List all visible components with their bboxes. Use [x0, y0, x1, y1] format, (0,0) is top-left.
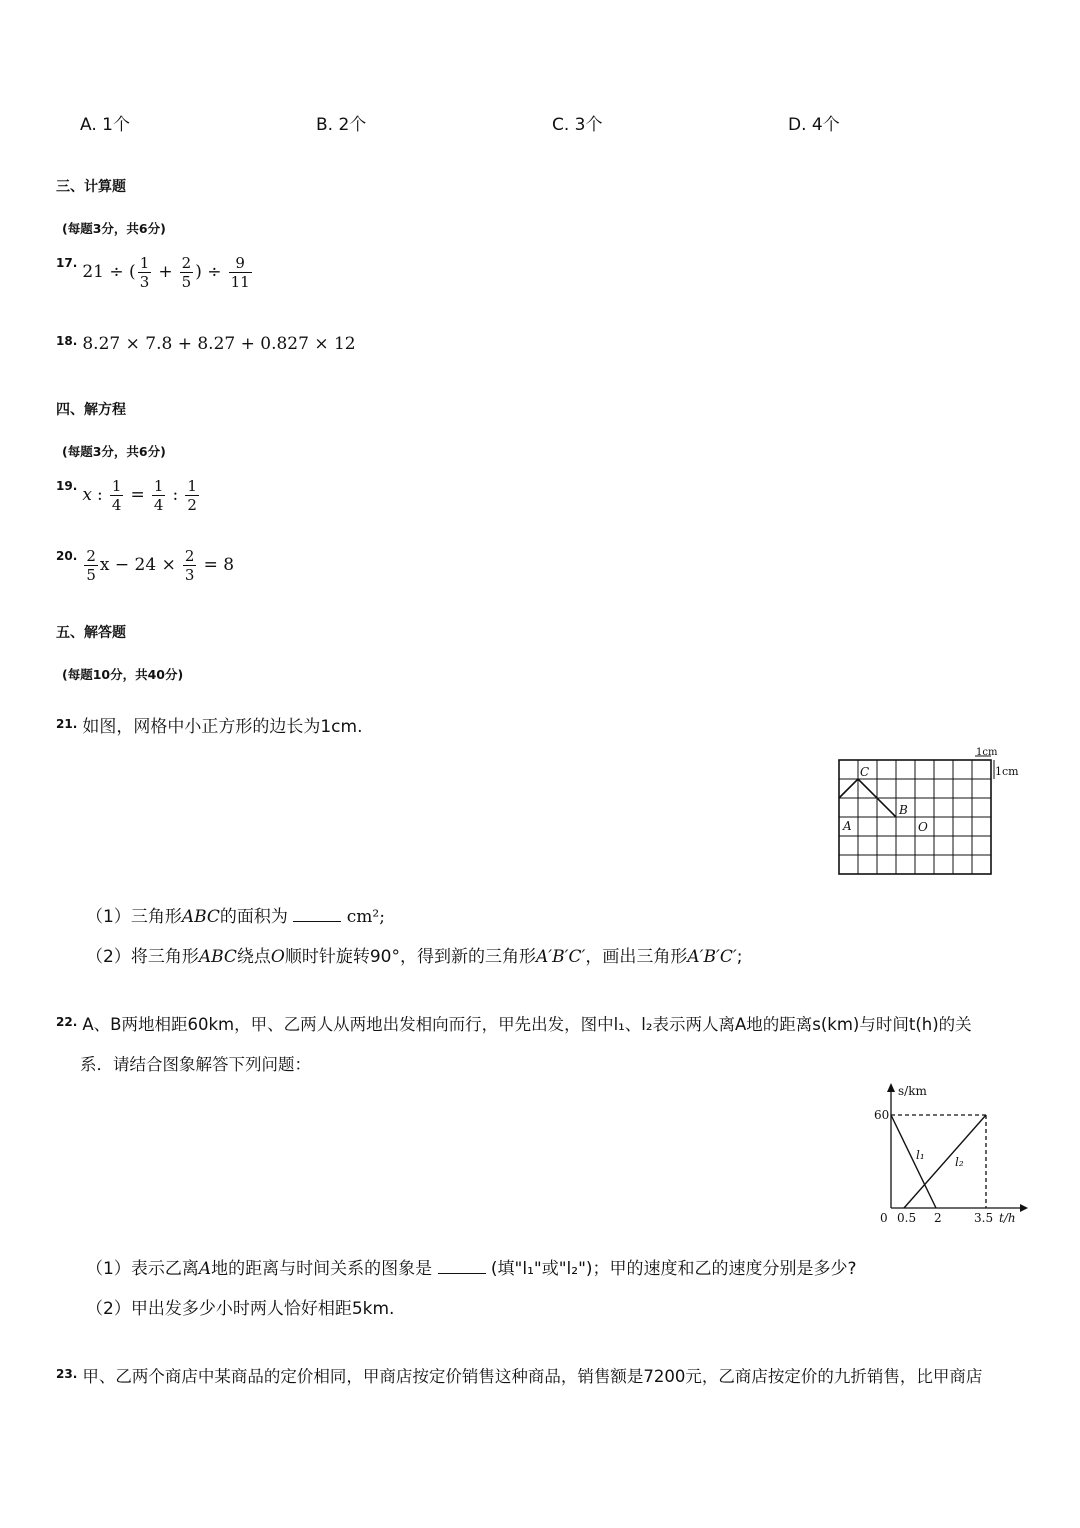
question-22	[56, 1011, 972, 1035]
tick-label-2: 2	[934, 1211, 942, 1225]
question-number: 19.	[56, 479, 78, 493]
question-stem-line-1: A、B两地相距60km，甲、乙两人从两地出发相向而行，甲先出发，图中l₁、l₂表示两人离A地的距离s(km)与时间t(h)的关	[82, 1015, 972, 1034]
unit-label-top: 1cm	[976, 747, 998, 758]
section-5-note: (每题10分，共40分)	[62, 667, 184, 682]
question-21	[56, 712, 363, 737]
x-axis-arrow	[1020, 1204, 1028, 1212]
question-21-part-2: （2）将三角形ABC绕点O顺时针旋转90°，得到新的三角形A′B′C′，画出三角形A′B′C′;	[86, 947, 743, 967]
expr-mid: x − 24 ×	[99, 555, 176, 575]
plus-sign: +	[158, 262, 173, 282]
distance-time-graph	[860, 1078, 1060, 1228]
line-l1	[891, 1115, 936, 1208]
fraction: $\frac{1}{4}$	[153, 477, 164, 514]
fraction: $\frac{1}{4}$	[111, 477, 122, 514]
variable-x: x	[82, 485, 92, 505]
question-22-part-1: （1）表示乙离A地的距离与时间关系的图象是 (填"l₁"或"l₂")；甲的速度和乙的速度分别是多少?	[86, 1259, 857, 1279]
label-o: O	[918, 820, 928, 834]
question-21-part-1: （1）三角形ABC的面积为 cm²;	[86, 907, 385, 927]
question-stem-line-2: 系．请结合图象解答下列问题：	[80, 1055, 311, 1074]
section-4-title: 四、解方程	[56, 402, 126, 418]
option-b: B. 2个	[316, 115, 367, 135]
equals-sign: =	[130, 485, 145, 505]
expr-lead: 21 ÷ (	[82, 262, 136, 282]
section-3-title: 三、计算题	[56, 179, 126, 195]
question-19	[56, 477, 201, 514]
question-number: 17.	[56, 256, 78, 270]
question-22-part-2: （2）甲出发多少小时两人恰好相距5km.	[86, 1299, 395, 1319]
fraction: $\frac{9}{11}$	[230, 254, 250, 291]
expression: 8.27 × 7.8 + 8.27 + 0.827 × 12	[82, 334, 356, 354]
tick-label-60: 60	[874, 1108, 890, 1122]
question-18	[56, 334, 356, 354]
question-number: 20.	[56, 549, 78, 563]
question-17	[56, 254, 254, 291]
option-c: C. 3个	[552, 115, 603, 135]
section-3-note: (每题3分，共6分)	[62, 221, 166, 236]
question-stem: 如图，网格中小正方形的边长为1cm.	[82, 717, 363, 737]
question-20	[56, 547, 234, 584]
question-23	[56, 1363, 982, 1387]
colon: :	[172, 485, 179, 505]
y-axis-arrow	[887, 1083, 895, 1092]
answer-blank[interactable]	[438, 1273, 486, 1274]
y-axis-label: s/km	[898, 1084, 927, 1098]
question-number: 23.	[56, 1367, 78, 1381]
question-number: 18.	[56, 334, 78, 348]
answer-blank[interactable]	[293, 921, 341, 922]
expr-tail: = 8	[203, 555, 235, 575]
origin-label: 0	[880, 1211, 888, 1225]
colon: :	[97, 485, 103, 505]
label-c: C	[860, 765, 870, 779]
expr-mid: ) ÷	[195, 262, 222, 282]
unit-label-right: 1cm	[995, 765, 1019, 778]
fraction: $\frac{1}{2}$	[187, 477, 197, 514]
option-d: D. 4个	[788, 115, 840, 135]
question-number: 22.	[56, 1015, 78, 1029]
fraction: $\frac{1}{3}$	[139, 254, 150, 291]
fraction: $\frac{2}{5}$	[86, 547, 96, 584]
section-4-note: (每题3分，共6分)	[62, 444, 166, 459]
label-a: A	[843, 819, 852, 833]
x-axis-label: t/h	[999, 1211, 1016, 1225]
option-a: A. 1个	[80, 115, 130, 135]
tick-label-3-5: 3.5	[974, 1211, 994, 1225]
grid-figure	[820, 742, 1030, 882]
question-stem-line-1: 甲、乙两个商店中某商品的定价相同，甲商店按定价销售这种商品，销售额是7200元，乙商店按定价的九折销售，比甲商店	[82, 1367, 983, 1386]
label-l1: l₁	[916, 1148, 925, 1162]
fraction: $\frac{2}{3}$	[184, 547, 195, 584]
fraction: $\frac{2}{5}$	[181, 254, 192, 291]
label-l2: l₂	[955, 1155, 964, 1169]
label-b: B	[899, 803, 908, 817]
section-5-title: 五、解答题	[56, 625, 126, 641]
tick-label-0-5: 0.5	[897, 1211, 917, 1225]
question-number: 21.	[56, 717, 78, 731]
